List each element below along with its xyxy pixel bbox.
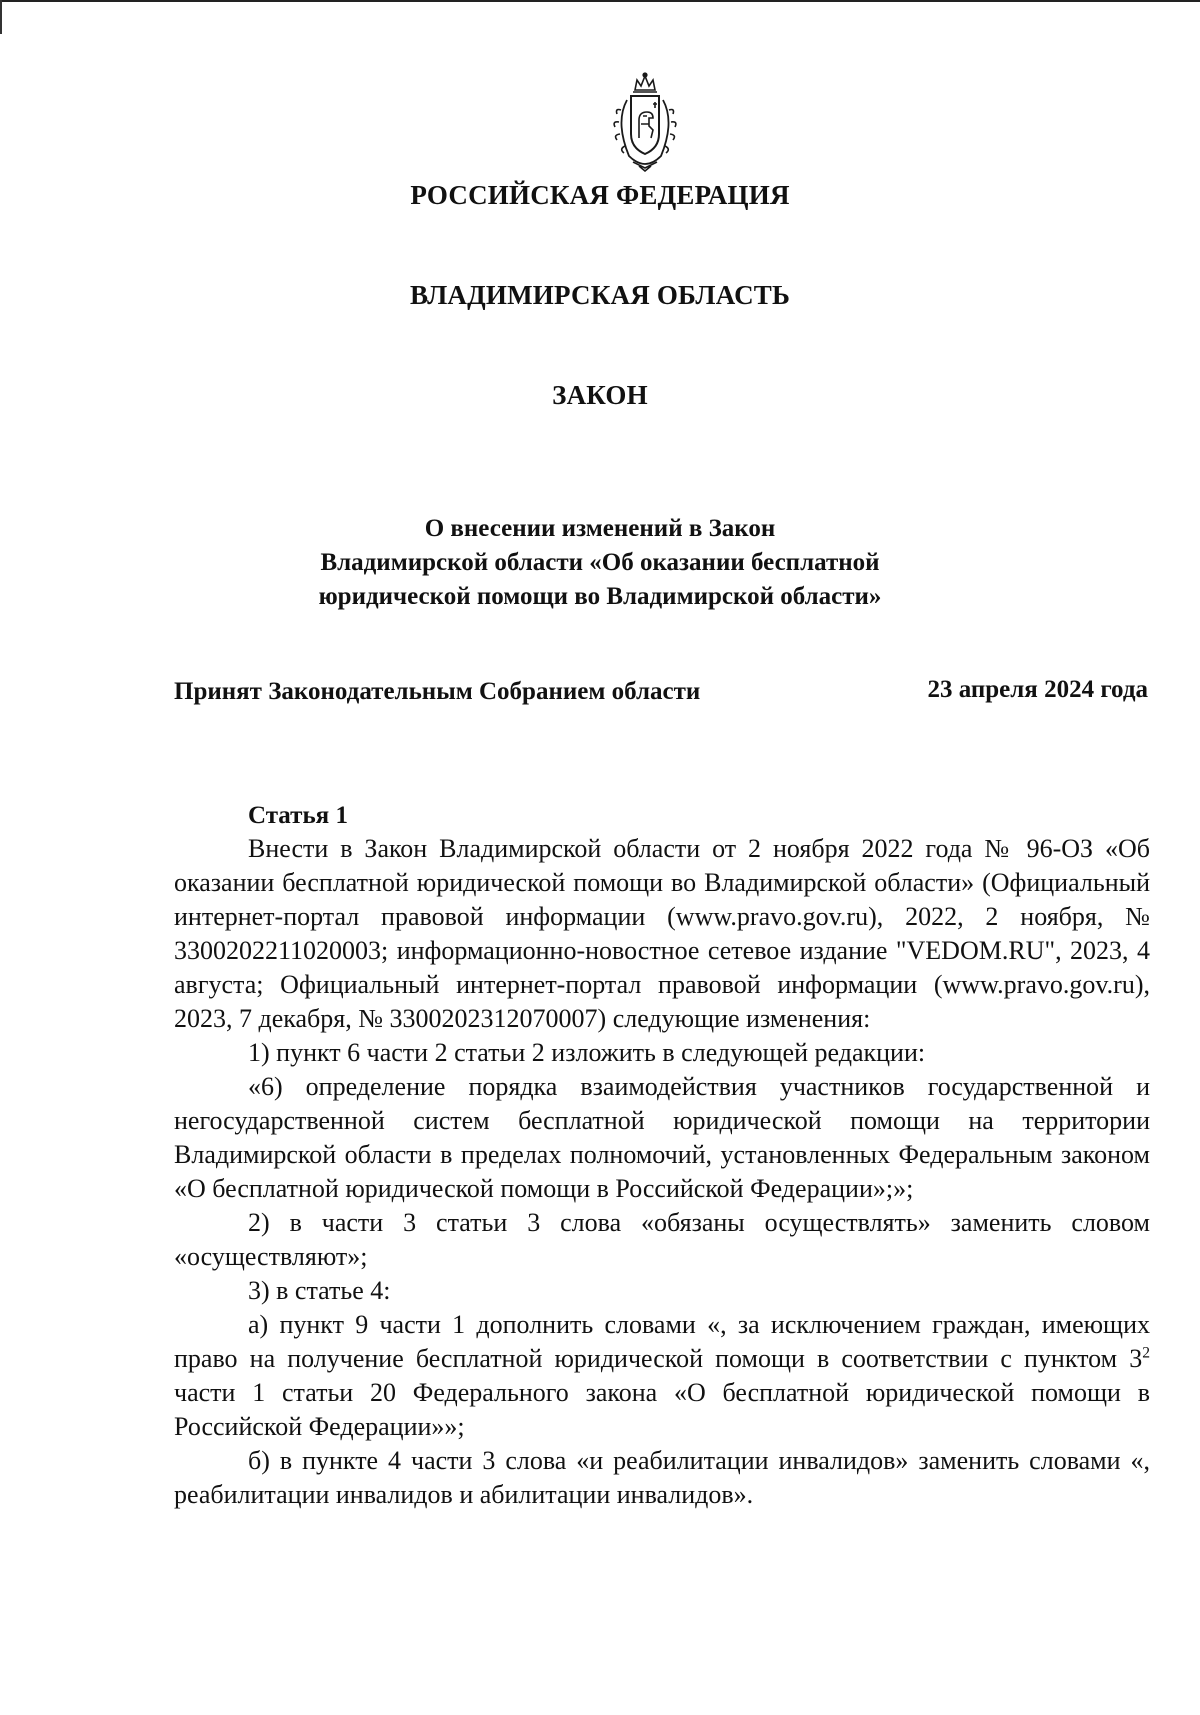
adopted-date: 23 апреля 2024 года	[927, 676, 1148, 703]
law-title-line: Владимирской области «Об оказании бесплатной	[320, 549, 880, 576]
law-title-line: юридической помощи во Владимирской области»	[318, 583, 882, 610]
top-border	[0, 0, 1200, 2]
paragraph-item-1: 1) пункт 6 части 2 статьи 2 изложить в следующей редакции:	[248, 1038, 926, 1067]
paragraph-item-3a	[174, 1308, 1150, 1444]
paragraph-item-3: 3) в статье 4:	[248, 1276, 391, 1305]
article-heading: Статья 1	[248, 802, 348, 829]
paragraph-item-3a-text-end: части 1 статьи 20 Федерального закона «О бесплатной юридической помощи в Российской Федерации»»;	[174, 1378, 1150, 1441]
superscript-number: 2	[1142, 1344, 1150, 1362]
region-heading: ВЛАДИМИРСКАЯ ОБЛАСТЬ	[409, 280, 791, 310]
law-title	[0, 512, 1200, 614]
law-title-line: О внесении изменений в Закон	[424, 515, 776, 542]
country-heading: РОССИЙСКАЯ ФЕДЕРАЦИЯ	[410, 180, 790, 210]
paragraph-item-1-text: «6) определение порядка взаимодействия участников государственной и негосударственной систем бесплатной юридической помощи на территории Владимирской области в пределах полномочий, установленных Федеральным законом «О бесплатной юридической помощи в Российской Федерации»;»;	[174, 1072, 1150, 1203]
adopted-by-label: Принят Законодательным Собранием области	[174, 678, 701, 705]
article-body	[174, 832, 1150, 1512]
paragraph-amendment-intro: Внести в Закон Владимирской области от 2 ноября 2022 года № 96-ОЗ «Об оказании бесплатной юридической помощи во Владимирской области» (Официальный интернет-портал правовой информации (www.pravo.gov.ru), 2022, 2 ноября, № 3300202211020003; информационно-новостное сетевое издание "VEDOM.RU", 2023, 4 августа; Официальный интернет-портал правовой информации (www.pravo.gov.ru), 2023, 7 декабря, № 3300202312070007) следующие изменения:	[174, 834, 1150, 1033]
left-edge-mark	[0, 0, 2, 34]
paragraph-item-2: 2) в части 3 статьи 3 слова «обязаны осуществлять» заменить словом «осуществляют»;	[174, 1208, 1150, 1271]
document-type-heading: ЗАКОН	[552, 380, 648, 410]
coat-of-arms-icon	[603, 72, 687, 172]
paragraph-item-3a-text: а) пункт 9 части 1 дополнить словами «, за исключением граждан, имеющих право на получение бесплатной юридической помощи в соответствии с пунктом 3	[174, 1310, 1150, 1373]
paragraph-item-3b: б) в пункте 4 части 3 слова «и реабилитации инвалидов» заменить словами «, реабилитации инвалидов и абилитации инвалидов».	[174, 1446, 1150, 1509]
